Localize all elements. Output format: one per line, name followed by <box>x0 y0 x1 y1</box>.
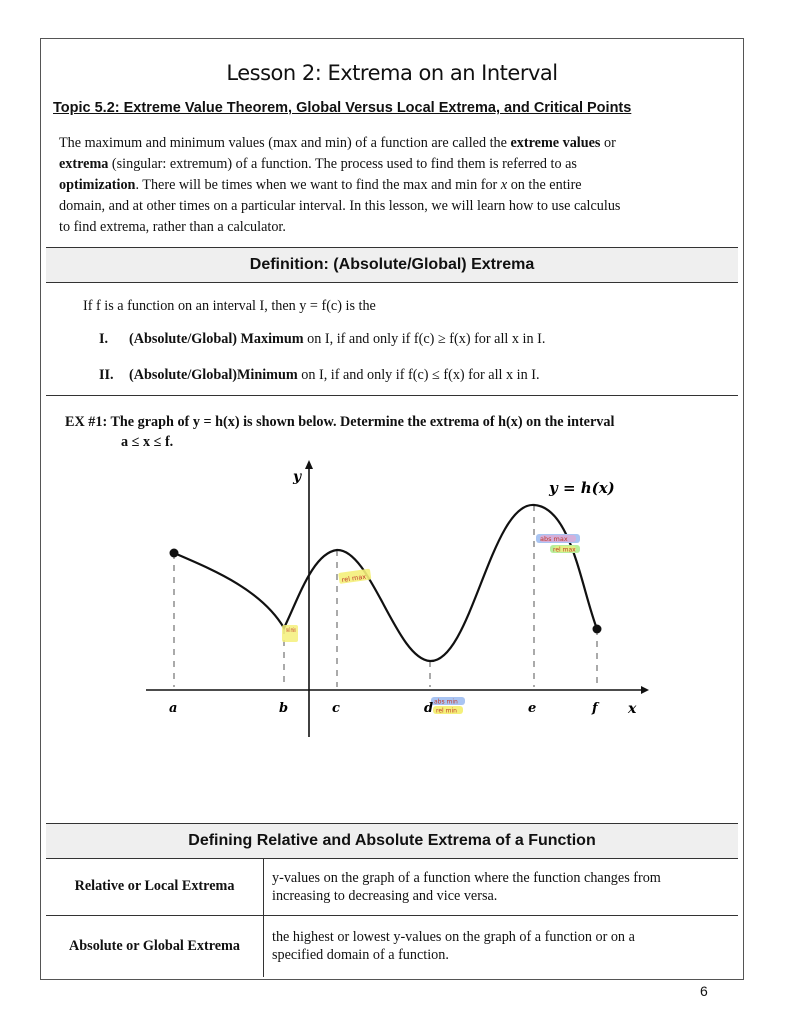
intro-text: to find extrema, rather than a calculator. <box>59 219 286 235</box>
intro-text: . There will be times when we want to find the max and min for <box>135 177 501 193</box>
page-frame <box>40 38 744 980</box>
term-extreme-values: extreme values <box>510 135 601 151</box>
topic-heading: Topic 5.2: Extreme Value Theorem, Global Versus Local Extrema, and Critical Points <box>53 100 632 116</box>
term-extrema: extrema <box>59 156 109 172</box>
table-definition <box>264 859 739 915</box>
term-optimization: optimization <box>59 177 136 193</box>
term-minimum: (Absolute/Global)Minimum <box>129 367 298 383</box>
item2-numeral: II. <box>99 367 114 383</box>
definition-lead: If f is a function on an interval I, then y = f(c) is the <box>83 298 376 314</box>
table-definition <box>264 915 739 977</box>
annotation-e-top: abs max <box>540 535 568 543</box>
definition-line: specified domain of a function. <box>272 947 449 964</box>
y-axis-arrow <box>305 460 313 469</box>
definition-item-max <box>129 331 545 348</box>
axis-label-y: y <box>293 469 302 485</box>
function-label: y = h(x) <box>549 479 615 497</box>
tick-c: c <box>332 701 340 716</box>
lesson-title: Lesson 2: Extrema on an Interval <box>226 61 558 85</box>
function-graph <box>131 457 651 741</box>
intro-text: domain, and at other times on a particular interval. In this lesson, we will learn how to use calculus <box>59 198 621 214</box>
intro-text: on the entire <box>507 177 582 193</box>
definition-line: increasing to decreasing and vice versa. <box>272 887 498 904</box>
tick-e: e <box>528 701 537 716</box>
annotation-d-top: abs min <box>434 698 458 706</box>
item1-numeral: I. <box>99 331 109 347</box>
table-term: Absolute or Global Extrema <box>46 915 264 977</box>
divider <box>46 395 738 396</box>
example-line: EX #1: The graph of y = h(x) is shown below. Determine the extrema of h(x) on the interval <box>65 414 615 430</box>
intro-text: The maximum and minimum values (max and min) of a function are called the <box>59 135 511 151</box>
endpoint-f <box>593 625 602 634</box>
table-term: Relative or Local Extrema <box>46 859 264 915</box>
x-axis-arrow <box>641 686 649 694</box>
annotation-b: rel min <box>286 627 297 634</box>
table-row <box>46 859 738 915</box>
definition-heading: Definition: (Absolute/Global) Extrema <box>46 247 738 283</box>
intro-text: or <box>600 135 616 151</box>
var-x: x <box>500 177 508 193</box>
table-heading: Defining Relative and Absolute Extrema of a Function <box>46 823 738 859</box>
item-text: on I, if and only if f(c) ≤ f(x) for all x in I. <box>297 367 540 383</box>
intro-text: (singular: extremum) of a function. The process used to find them is referred to as <box>108 156 577 172</box>
tick-f: f <box>592 701 598 716</box>
tick-a: a <box>169 701 178 716</box>
definition-item-min <box>129 367 540 384</box>
annotation-d-bottom: rel min <box>436 707 457 715</box>
tick-b: b <box>279 701 289 716</box>
table-row <box>46 915 738 977</box>
tick-d: d <box>424 701 434 716</box>
axis-label-x: x <box>628 701 637 717</box>
item-text: on I, if and only if f(c) ≥ f(x) for all x in I. <box>303 331 546 347</box>
page-number: 6 <box>700 983 708 999</box>
example-prompt <box>65 412 725 452</box>
extrema-table <box>46 859 738 977</box>
example-line: a ≤ x ≤ f. <box>121 434 174 450</box>
annotation-c: rel max <box>341 572 367 584</box>
intro-paragraph <box>59 133 719 238</box>
endpoint-a <box>170 549 179 558</box>
annotation-e-bottom: rel max <box>553 546 576 554</box>
definition-line: the highest or lowest y-values on the graph of a function or on a <box>272 929 635 946</box>
term-maximum: (Absolute/Global) Maximum <box>129 331 304 347</box>
definition-line: y-values on the graph of a function where the function changes from <box>272 869 661 886</box>
